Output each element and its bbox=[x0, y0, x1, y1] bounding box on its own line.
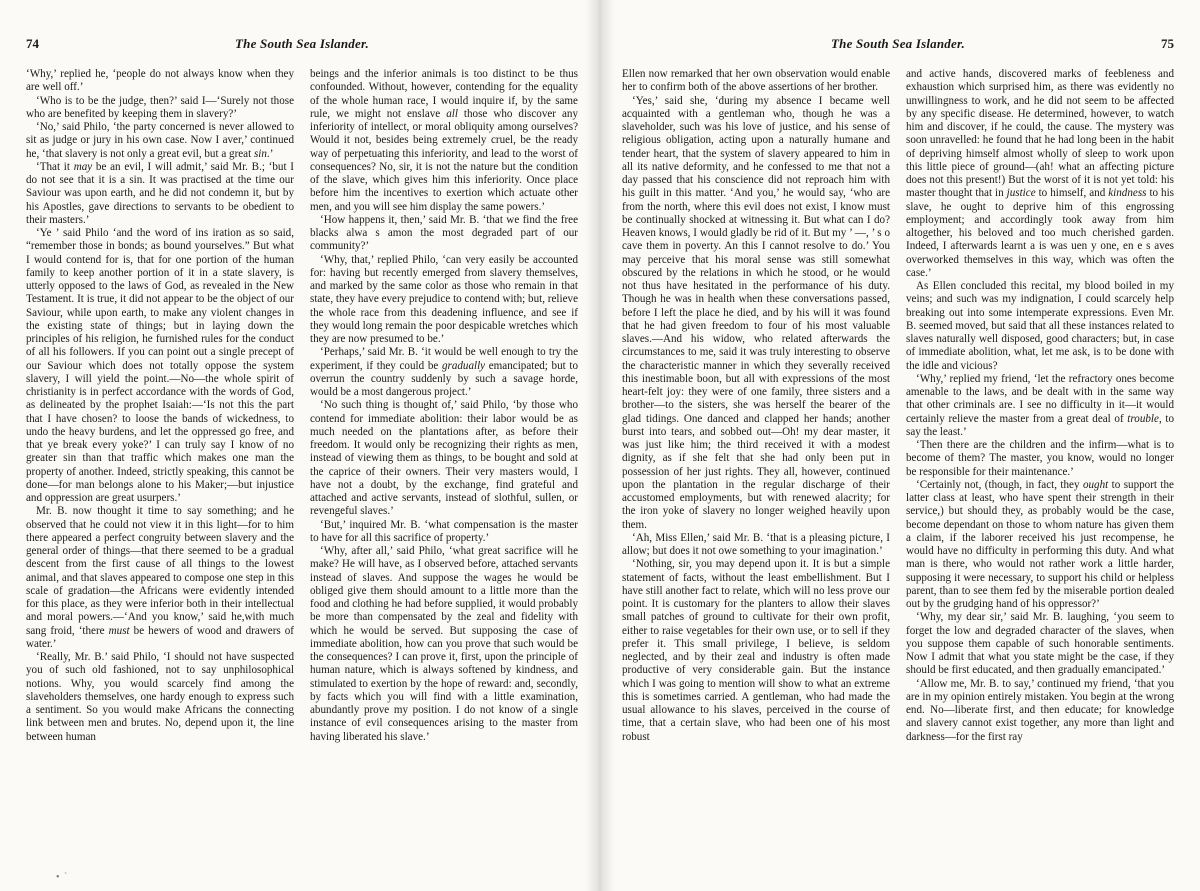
paragraph: and active hands, discovered marks of feebleness and exhaustion which surprised him, as there was evidently no unwillingness to work, and he did not seem to be affected by any specific disease. He determined, however, to watch him and discover, if he could, the cause. The mystery was soon unravelled: he found that he had long been in the habit of depriving himself almost wholly of sleep to work upon this little piece of ground—(ah! what an affecting picture does not this present!) But the worst of it is not yet told: his master thought that in justice to himself, and kindness to his slave, he ought to deprive him of this engrossing employment; and accordingly took away from him altogether, his beloved and too much cherished garden. Indeed, I afterwards learnt a is was uen y one, en e s aves overworked themselves in this way, which was often the case.’ bbox=[906, 68, 1175, 279]
scan-mark: • ` bbox=[56, 872, 69, 883]
right-page-columns bbox=[622, 68, 1174, 744]
paragraph: beings and the inferior animals is too distinct to be thus confounded. Without, however, contending for the equality of the whole human race, I would inquire if, by the same rule, we might not enslave all those who discover any inferiority of intellect, or moral obliquity among ourselves? Would it not, besides being extremely cruel, be the ready way of perpetuating this inferiority, and lead to the worst of consequences? No, sir, it is not the nature but the condition of the slave, which gives him this inferiority. Once place before him the incentives to exertion which actuate other men, and you will see him display the same powers.’ bbox=[310, 68, 579, 213]
left-page-columns bbox=[26, 68, 578, 744]
paragraph: ‘Why, after all,’ said Philo, ‘what great sacrifice will he make? He will have, as I observed before, attached servants instead of slaves. And suppose the wages he would be obliged give them should amount to a little more than the food and clothing he had before supplied, it would probably be more than compensated by the zeal and fidelity with which he would be served. But supposing the case of immediate abolition, how can you prove that such would be the consequences? I can prove it, first, upon the principle of human nature, which is always softened by kindness, and stimulated to exertion by the hope of reward: and, secondly, by facts which you will find with a little examination, abundantly prove my position. I do not know of a single instance of evil consequences arising to the master from having liberated his slave.’ bbox=[310, 545, 578, 743]
paragraph: ‘Perhaps,’ said Mr. B. ‘it would be well enough to try the experiment, if they could be gradually emancipated; but to overrun the country suddenly by such a savage horde, would be a most dangerous project.’ bbox=[310, 346, 578, 398]
paragraph: ‘Ye ’ said Philo ‘and the word of ins iration as so said, “remember those in bonds; as bound yourselves.” But what I would contend for is, that for one portion of the human family to keep another portion of it in a state slavery, is utterly opposed to the laws of God, as revealed in the New Testament. It is true, it did not appear to be the object of our Saviour, while upon earth, to make any violent changes in the existing state of things; but in laying down the principles of his religion, he furnished rules for the conduct of all his followers. If you can point out a single precept of our Saviour which does not totally oppose the system slavery, I will yield the point.—No—the whole spirit of christianity is in perfect accordance with the words of God, as delineated by the prophet Isaiah:—‘Is not this the part that I have chosen? to loose the bands of wickedness, to undo the heavy burdens, and let the oppressed go free, and that ye break every yoke?’ I can truly say I know of no greater sin than that traffic which makes one man the property of another. Indeed, strictly speaking, this cannot be done—for man belongs alone to his Maker;—but injustice and oppression are great usurpers.’ bbox=[26, 227, 294, 504]
right-column-1 bbox=[622, 68, 890, 744]
left-page-header bbox=[26, 36, 578, 54]
paragraph: ‘Why, my dear sir,’ said Mr. B. laughing, ‘you seem to forget the low and degraded character of the slaves, when you suppose them capable of such honorable sentiments. Now I admit that what you state might be the case, if they should be first educated, and then gradually emancipated.’ bbox=[906, 611, 1174, 677]
right-page bbox=[600, 0, 1200, 891]
paragraph: Ellen now remarked that her own observation would enable her to confirm both of the above assertions of her brother. bbox=[622, 68, 890, 94]
paragraph: ‘Certainly not, (though, in fact, they ought to support the latter class at least, who have spent their strength in their service,) but should they, as probably would be the case, become dependant on those to whom nature has given them a claim, if the laborer received his just recompense, he would have no difficulty in performing this duty. And what man is there, who would not rather work a little harder, supposing it were necessary, to support his child or helpless parent, than to see them fed by the miserable portion dealed out by the grudging hand of his oppressor?’ bbox=[906, 478, 1174, 610]
paragraph: ‘No such thing is thought of,’ said Philo, ‘by those who contend for immediate abolition: their labor would be as much needed on the plantations after, as before their freedom. It would only be recognizing their rights as men, instead of viewing them as things, to be bought and sold at the caprice of their owners. Their very masters would, I have not a doubt, by the exchange, find grateful and attached and active servants, instead of slothful, sullen, or revengeful slaves.’ bbox=[310, 399, 578, 518]
paragraph: ‘No,’ said Philo, ‘the party concerned is never allowed to sit as judge or jury in his own case. Now I aver,’ continued he, ‘that slavery is not only a great evil, but a great sin.’ bbox=[26, 121, 294, 160]
paragraph: ‘That it may be an evil, I will admit,’ said Mr. B.; ‘but I do not see that it is a sin. It was practised at the time our Saviour was upon earth, and he did not condemn it, but by his Apostles, gave directions to servants to be obedient to their masters.’ bbox=[26, 160, 294, 226]
paragraph: ‘Ah, Miss Ellen,’ said Mr. B. ‘that is a pleasing picture, I allow; but does it not owe something to your imagination.’ bbox=[622, 531, 890, 557]
right-running-title: The South Sea Islander. bbox=[831, 36, 965, 51]
paragraph: ‘Why,’ replied he, ‘people do not always know when they are well off.’ bbox=[26, 68, 294, 94]
paragraph: ‘Then there are the children and the infirm—what is to become of them? The master, you know, would no longer be responsible for their maintenance.’ bbox=[906, 439, 1174, 478]
paragraph: ‘Nothing, sir, you may depend upon it. It is but a simple statement of facts, without the least embellishment. But I have still another fact to relate, which will no less prove our point. It is customary for the planters to allow their slaves small patches of ground to cultivate for their own profit, either to raise vegetables for their own use, or to sell if they prefer it. This small privilege, I believe, is seldom neglected, and by their zeal and industry is often made productive of very considerable gain. But the instance which I was going to mention will show to what an extreme this is sometimes carried. A gentleman, who had made the usual allowance to his slaves, perceived in the course of time, that a certain slave, who had been one of his most robust bbox=[622, 558, 890, 743]
paragraph: ‘Yes,’ said she, ‘during my absence I became well acquainted with a gentleman who, though he was a slaveholder, such was his love of justice, and his sense of religious obligation, acting upon a naturally humane and tender heart, that the system of slavery appeared to him in all its native deformity, and he confessed to me that not a day passed that his conscience did not reproach him with his guilt in this matter. ‘And you,’ he would say, ‘who are from the north, where this evil does not exist, I know must be continually shocked at witnessing it. But what can I do? Heaven knows, I would gladly be rid of it. But my ’ —, ’ s o cave them in poverty. An this I cannot resolve to do.’ You may perceive that his moral sense was still somewhat obscured by the relations in which he stood, or he would not thus have hesitated in the performance of his duty. Though he was in health when these conversations passed, before I left the place he died, and by his will it was found that he had given freedom to four of his most valuable slaves.—And his widow, who related afterwards the circumstances to me, said it was truly interesting to observe the characteristic manner in which they severally received this inestimable boon, but all with expressions of the most heart-felt joy: they were of one family, three sisters and a brother—to the sisters, she was herself the bearer of the glad tidings. One danced and clapped her hands; another burst into tears, and sobbed out—Oh! my dear master, it was just like him; the third received it with a modest dignity, as if she felt that she had only been put in possession of her just rights. They all, however, continued upon the plantation in the regular discharge of their accustomed employments, but with renewed alacrity; for the iron yoke of slavery no longer weighed heavily upon them. bbox=[622, 94, 890, 531]
right-column-2 bbox=[906, 68, 1174, 744]
paragraph: ‘Why,’ replied my friend, ‘let the refractory ones become amenable to the laws, and be dealt with in the same way that other criminals are. I see no difficulty in it—it would certainly relieve the master from a great deal of trouble, to say the least.’ bbox=[906, 372, 1174, 438]
left-column-1 bbox=[26, 68, 294, 744]
paragraph: ‘But,’ inquired Mr. B. ‘what compensation is the master to have for all this sacrifice of property.’ bbox=[310, 518, 578, 544]
right-page-header bbox=[622, 36, 1174, 54]
paragraph: As Ellen concluded this recital, my blood boiled in my veins; and such was my indignation, I could scarcely help breaking out into some intemperate expressions. Even Mr. B. seemed moved, but said that all these instances related to slaves naturally well disposed, good characters; but, in case of immediate abolition, what, let me ask, is to be done with the idle and vicious? bbox=[906, 280, 1174, 372]
paragraph: ‘Who is to be the judge, then?’ said I—‘Surely not those who are benefited by keeping them in slavery?’ bbox=[26, 94, 294, 120]
left-page-number: 74 bbox=[26, 36, 39, 51]
left-running-title: The South Sea Islander. bbox=[235, 36, 369, 51]
left-column-2 bbox=[310, 68, 578, 744]
right-page-number: 75 bbox=[1161, 36, 1174, 51]
paragraph: Mr. B. now thought it time to say something; and he observed that he could not view it in this light—for to him there appeared a perfect congruity between slavery and the general order of things—that there seemed to be a gradual descent from the first cause of all things to the lowest animal, and that slaves appeared to compose one step in this scale of gradation—the Africans were evidently intended for this place, as they were inferior both in their intellectual and moral powers.—‘And you know,’ said he,with much sang froid, ‘there must be hewers of wood and drawers of water.’ bbox=[26, 505, 294, 650]
paragraph: ‘Allow me, Mr. B. to say,’ continued my friend, ‘that you are in my opinion entirely mistaken. You begin at the wrong end. No—liberate first, and then educate; for knowledge and slavery cannot exist together, any more than light and darkness—for the first ray bbox=[906, 677, 1174, 743]
paragraph: ‘How happens it, then,’ said Mr. B. ‘that we find the free blacks alwa s amon the most degraded part of our community?’ bbox=[310, 213, 578, 253]
paragraph: ‘Really, Mr. B.’ said Philo, ‘I should not have suspected you of such old fashioned, not to say unphilosophical notions. Why, you would scarcely find among the slaveholders themselves, one hardy enough to express such a sentiment. So you would make Africans the connecting link between men and brutes. No, depend upon it, the line between human bbox=[26, 651, 294, 743]
paragraph: ‘Why, that,’ replied Philo, ‘can very easily be accounted for: having but recently emerged from slavery themselves, and marked by the same color as those who remain in that state, they have every prejudice to contend with; but, relieve the whole race from this deadening influence, and see if they would long remain the poor despicable wretches which they are now presumed to be.’ bbox=[310, 253, 578, 345]
